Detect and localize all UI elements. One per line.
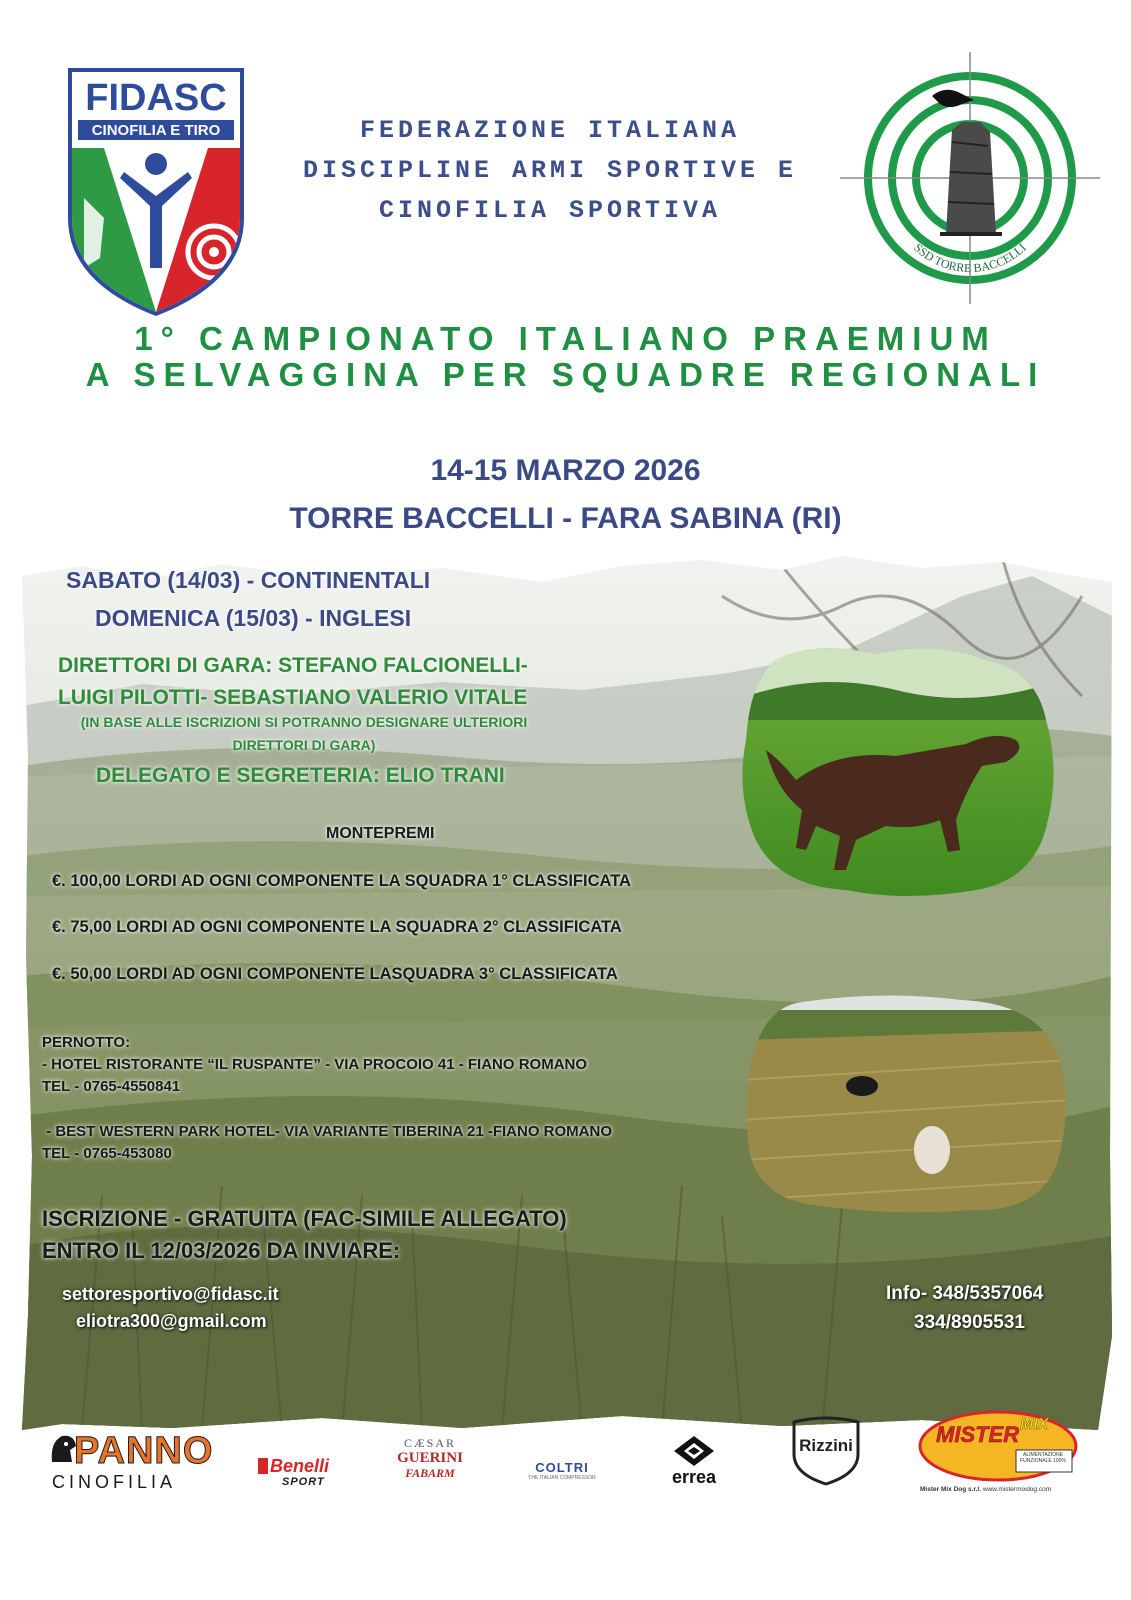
directors-line-1: DIRETTORI DI GARA: STEFANO FALCIONELLI-	[58, 654, 528, 677]
info-phone-1: Info- 348/5357064	[886, 1283, 1044, 1304]
sponsor-mistermix	[914, 1410, 1084, 1500]
prize-3: €. 50,00 LORDI AD OGNI COMPONENTE LASQUADRA 3° CLASSIFICATA	[52, 965, 618, 983]
sponsor-errea	[666, 1436, 722, 1492]
tower-icon	[946, 122, 996, 234]
guerini-line-3: FABARM	[405, 1466, 455, 1480]
mistermix-company: Mister Mix Dog s.r.l.	[920, 1486, 982, 1493]
lodging-tel-1: TEL - 0765-4550841	[42, 1078, 181, 1095]
mistermix-footer	[920, 1486, 1051, 1493]
guerini-line-1: CÆSAR	[403, 1436, 457, 1450]
delegate-line: DELEGATO E SEGRETERIA: ELIO TRANI	[96, 764, 505, 787]
fidasc-logo-subtitle: CINOFILIA E TIRO	[91, 122, 221, 139]
sponsor-guerini-fabarm	[388, 1436, 472, 1486]
fidasc-logo-title: FIDASC	[85, 77, 227, 119]
prizes-heading: MONTEPREMI	[326, 825, 435, 842]
sponsor-rizzini	[786, 1414, 866, 1486]
prize-2: €. 75,00 LORDI AD OGNI COMPONENTE LA SQUADRA 2° CLASSIFICATA	[52, 918, 622, 936]
white-dog	[914, 1126, 950, 1174]
guerini-line-2: GUERINI	[397, 1450, 463, 1466]
registration-line-2: ENTRO IL 12/03/2026 DA INVIARE:	[42, 1238, 401, 1263]
mistermix-url: www.mistermixdog.com	[982, 1486, 1052, 1493]
errea-name: errea	[671, 1467, 717, 1487]
black-dog	[846, 1076, 878, 1096]
email-1[interactable]: settoresportivo@fidasc.it	[62, 1284, 279, 1304]
panno-name: PANNO	[74, 1430, 214, 1472]
errea-diamond-icon	[674, 1436, 714, 1466]
mistermix-name-2: MIX	[1020, 1416, 1049, 1433]
panno-sub: CINOFILIA	[52, 1472, 177, 1492]
directors-note-1: (IN BASE ALLE ISCRIZIONI SI POTRANNO DESIGNARE ULTERIORI	[80, 714, 528, 730]
benelli-name: Benelli	[270, 1456, 330, 1476]
federation-line-2: DISCIPLINE ARMI SPORTIVE E	[302, 156, 798, 185]
torre-baccelli-logo	[840, 52, 1100, 314]
registration-line-1: ISCRIZIONE - GRATUITA (FAC-SIMILE ALLEGATO)	[42, 1206, 567, 1231]
rizzini-name: Rizzini	[799, 1436, 853, 1455]
coltri-name: COLTRI	[535, 1460, 589, 1475]
coltri-sub: THE ITALIAN COMPRESSOR	[528, 1475, 596, 1481]
info-phone-2: 334/8905531	[914, 1312, 1025, 1333]
schedule-saturday: SABATO (14/03) - CONTINENTALI	[66, 567, 431, 593]
title-line-2: A SELVAGGINA PER SQUADRE REGIONALI	[85, 356, 1046, 393]
directors-line-2: LUIGI PILOTTI- SEBASTIANO VALERIO VITALE	[58, 686, 528, 709]
mistermix-name: MISTER	[936, 1422, 1020, 1447]
fidasc-logo	[64, 68, 248, 316]
club-logo-text: SSD TORRE BACCELLI	[911, 240, 1029, 276]
email-2[interactable]: eliotra300@gmail.com	[76, 1311, 267, 1331]
lodging-hotel-1: - HOTEL RISTORANTE “IL RUSPANTE” - VIA PROCOIO 41 - FIANO ROMANO	[42, 1056, 588, 1073]
dogs-field-photo	[742, 990, 1072, 1216]
lodging-hotel-2: - BEST WESTERN PARK HOTEL- VIA VARIANTE TIBERINA 21 -FIANO ROMANO	[42, 1123, 613, 1140]
sponsor-panno	[46, 1430, 232, 1494]
lodging-heading: PERNOTTO:	[42, 1034, 131, 1051]
federation-line-3: CINOFILIA SPORTIVA	[378, 196, 722, 225]
benelli-sub: SPORT	[282, 1476, 325, 1488]
event-dates: 14-15 MARZO 2026	[430, 454, 701, 487]
mistermix-tag: ALIMENTAZIONE FUNZIONALE 100%	[1020, 1452, 1066, 1464]
sponsor-benelli	[258, 1458, 342, 1492]
pointer-dog-photo	[736, 640, 1060, 902]
lodging-tel-2: TEL - 0765-453080	[42, 1145, 172, 1162]
prize-1: €. 100,00 LORDI AD OGNI COMPONENTE LA SQUADRA 1° CLASSIFICATA	[52, 872, 631, 890]
directors-note-2: DIRETTORI DI GARA)	[232, 737, 376, 753]
event-location: TORRE BACCELLI - FARA SABINA (RI)	[289, 502, 842, 535]
title-line-1: 1° CAMPIONATO ITALIANO PRAEMIUM	[134, 320, 997, 357]
federation-line-1: FEDERAZIONE ITALIANA	[359, 116, 741, 145]
sponsor-coltri	[522, 1460, 602, 1484]
schedule-sunday: DOMENICA (15/03) - INGLESI	[95, 605, 412, 631]
